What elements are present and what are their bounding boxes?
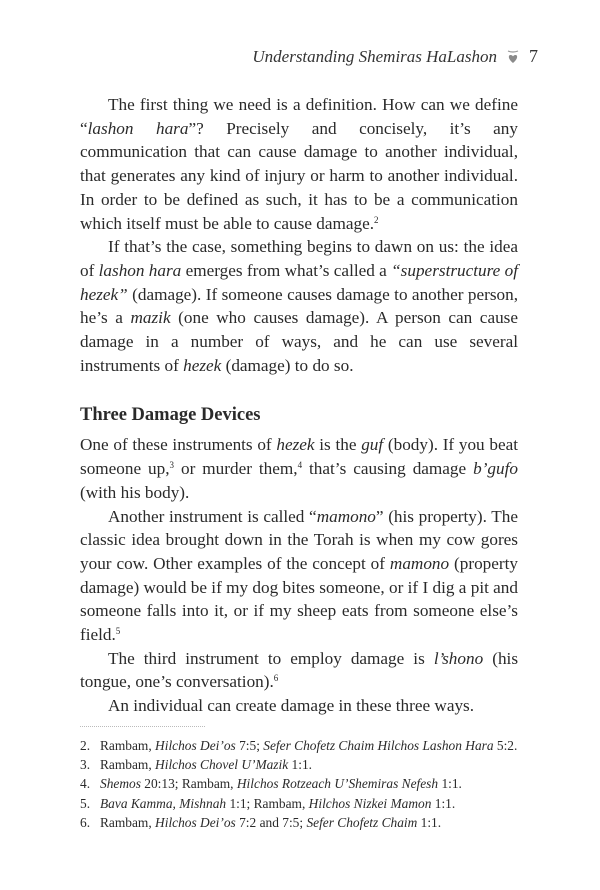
footnote-item: 3. Rambam, Hilchos Chovel U’Mazik 1:1. [80, 757, 312, 773]
footnote-item: 6. Rambam, Hilchos Dei’os 7:2 and 7:5; Sefer Chofetz Chaim 1:1. [80, 814, 442, 830]
footnote-ref[interactable]: 6 [273, 673, 279, 684]
footnote-ref[interactable]: 5 [115, 626, 121, 637]
footnote-item: 4. Shemos 20:13; Rambam, Hilchos Rotzeach U’Shemiras Nefesh 1:1. [80, 776, 462, 792]
paragraph-conclusion: An individual can create damage in these three ways. [108, 696, 475, 716]
page-number: 7 [529, 46, 538, 66]
footnote-item: 5. Bava Kamma, Mishnah 1:1; Rambam, Hilchos Nizkei Mamon 1:1. [80, 795, 456, 811]
footnote-ref[interactable]: 4 [297, 460, 303, 471]
footnote-divider [80, 726, 205, 727]
footnote-item: 2. Rambam, Hilchos Dei’os 7:5; Sefer Chofetz Chaim Hilchos Lashon Hara 5:2. [80, 738, 518, 753]
paragraph-guf: One of these instruments of hezek is the guf (body). If you beat someone up,$^3$ or murder them,$^4$ that’s causing damage b’gufo (with his body). [80, 435, 518, 502]
footnote-ref[interactable]: 2 [374, 214, 379, 225]
paragraph-lshono: The third instrument to employ damage is l’shono (his tongue, one’s conversation).$^6$ [80, 648, 519, 692]
section-heading: Three Damage Devices [80, 405, 261, 426]
footnote-ref[interactable]: 3 [169, 460, 175, 471]
running-header [252, 46, 538, 67]
paragraph-definition: The first thing we need is a definition. How can we define “lashon hara”? Precisely and concisely, it’s any communication that can cause damage to another individual, that generates any kind of injury or harm to another individual. In order to be defined as such, it has to be a communication which itself must be able to cause damage.$^2$ [80, 95, 518, 233]
paragraph-hezek: If that’s the case, something begins to dawn on us: the idea of lashon hara emerges from what’s called a “superstructure of hezek” (damage). If someone causes damage to another person, he’s a mazik (one who causes damage). A person can cause damage in a number of ways, and he can use several instruments of hezek (damage) to do so. [80, 237, 518, 375]
main-text [80, 93, 518, 718]
paragraph-mamono: Another instrument is called “mamono” (his property). The classic idea brought down in the Torah is when my cow gores your cow. Other examples of the concept of mamono (property damage) would be if my dog bites someone, or if I dig a pit and someone falls into it, or if my sheep eats from someone else’s field.$^5$ [80, 506, 518, 645]
heart-ornament-icon [507, 50, 519, 64]
footnotes [80, 736, 520, 832]
running-title: Understanding Shemiras HaLashon [252, 46, 497, 66]
